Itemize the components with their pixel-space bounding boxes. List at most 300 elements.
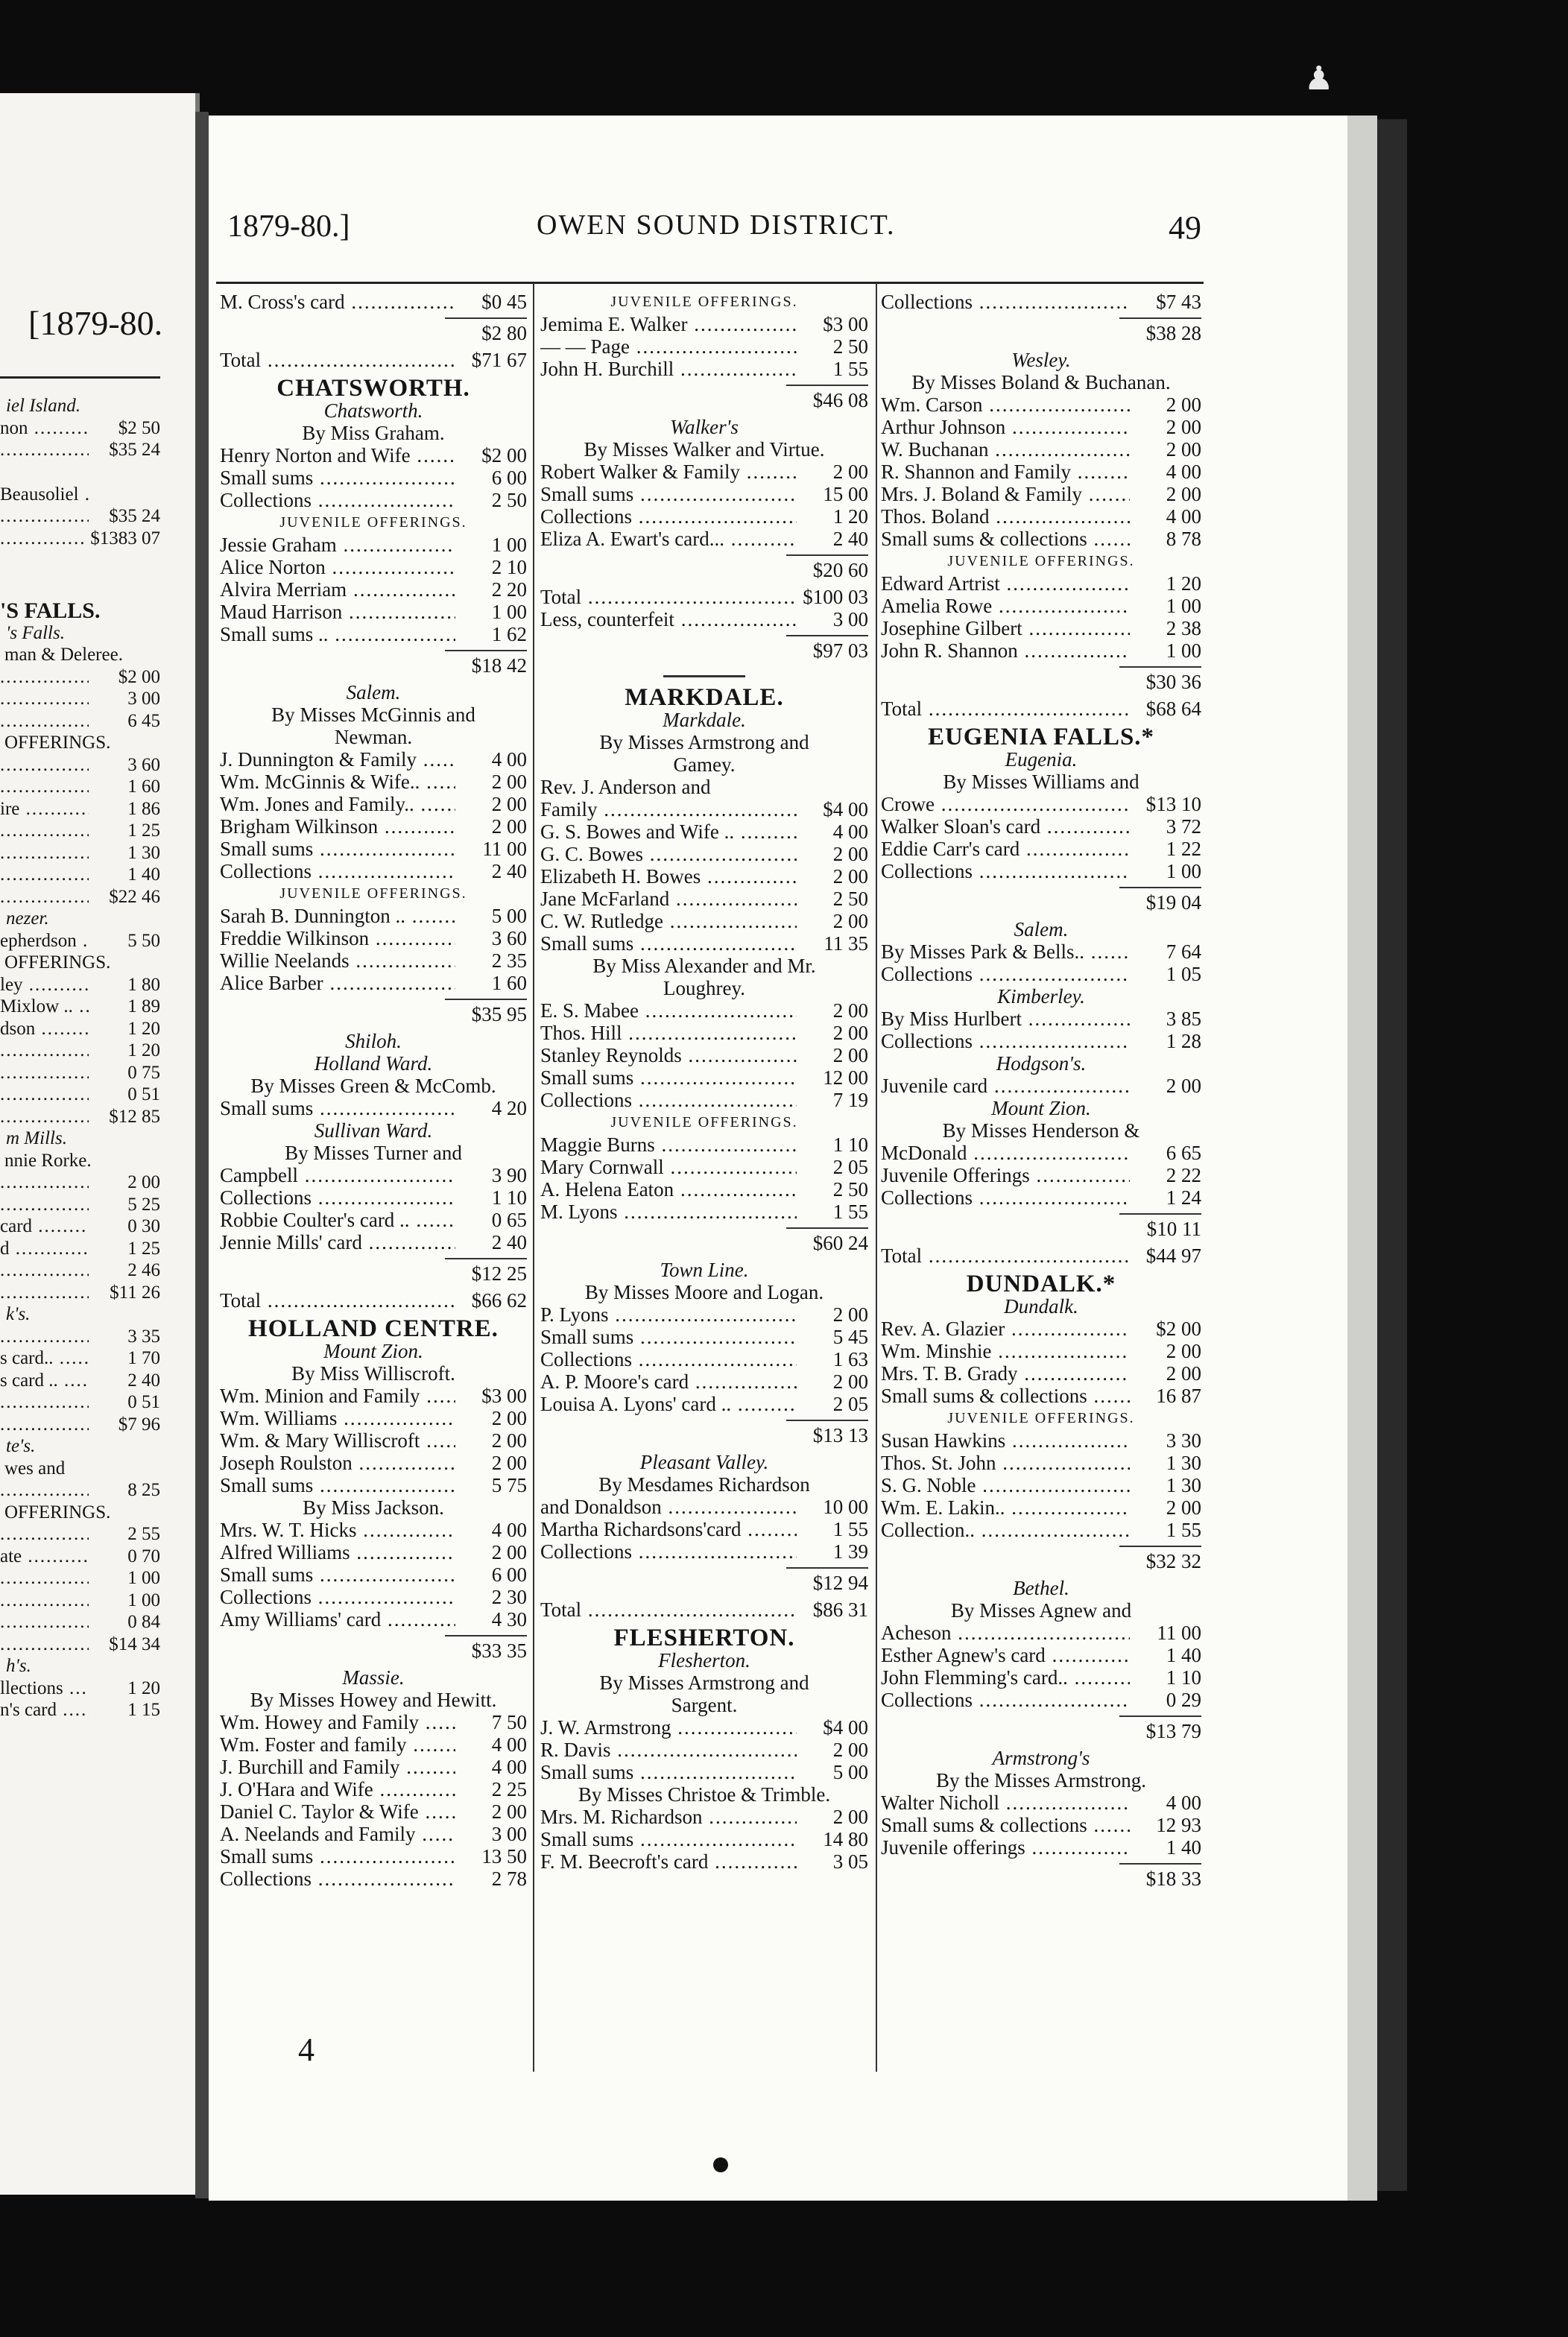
entry-row (540, 1089, 868, 1111)
entry-amount: 2 00 (832, 910, 868, 932)
subheading-juvenile: JUVENILE OFFERINGS. (610, 1114, 798, 1130)
entry-name: Collections ..... (220, 1868, 455, 1890)
collector-line: By Misses McGinnis and (271, 703, 475, 726)
subtotal-amount: $13 13 (786, 1420, 868, 1446)
previous-place-heading: h's. (6, 1656, 31, 1676)
previous-entry-row (0, 688, 160, 710)
subtotal-amount: $18 42 (445, 650, 527, 677)
entry-row (540, 1540, 868, 1563)
entry-name: Total ..... (220, 349, 455, 371)
entry-row (220, 489, 527, 511)
entry-name: Walker Sloan's card ..... (881, 815, 1130, 838)
entry-amount: 11 00 (1157, 1622, 1201, 1644)
entry-amount: $66 62 (471, 1289, 527, 1312)
entry-row (220, 1407, 527, 1429)
entry-name: Mrs. W. T. Hicks ..... (220, 1519, 455, 1541)
entry-name: J. Dunnington & Family ..... (220, 748, 455, 771)
entry-row (881, 1519, 1201, 1541)
previous-entry-row (0, 1590, 160, 1612)
entry-amount: 16 87 (1156, 1385, 1201, 1407)
entry-amount: 3 72 (1166, 815, 1201, 838)
previous-entry-row (0, 1106, 160, 1128)
previous-entry-row (0, 996, 160, 1018)
previous-entry-amount: 0 51 (127, 1084, 160, 1104)
previous-page-header: [1879-80. (28, 304, 163, 342)
entry-amount: 3 00 (832, 608, 868, 630)
entry-name: Small sums ..... (540, 483, 797, 505)
entry-name: Small sums ..... (540, 1761, 797, 1783)
collector-line: By the Misses Armstrong. (935, 1769, 1146, 1792)
entry-amount: 1 55 (832, 1518, 868, 1540)
entry-amount: 1 20 (1166, 572, 1201, 595)
entry-name: Juvenile card ..... (881, 1075, 1130, 1097)
subtotal-row (881, 1711, 1201, 1747)
entry-amount: 3 85 (1166, 1008, 1201, 1030)
entry-amount: 2 50 (832, 335, 868, 358)
entry-row (220, 949, 527, 972)
entry-name: Thos. Boland ..... (881, 505, 1130, 528)
previous-place-heading: k's. (6, 1304, 31, 1324)
entry-amount: 2 40 (832, 528, 868, 550)
entry-row (881, 1030, 1201, 1052)
previous-section-heading: 'S FALLS. (0, 598, 101, 623)
previous-entry-name (0, 1259, 89, 1282)
previous-entry-row (0, 1018, 160, 1040)
previous-entry-name: card ..... (0, 1215, 89, 1238)
previous-entry-name (0, 710, 89, 733)
subtotal-row (881, 1541, 1201, 1577)
previous-entry-amount: $11 26 (110, 1282, 160, 1303)
collector-line: By Misses Howey and Hewitt. (250, 1689, 497, 1711)
entry-name: Elizabeth H. Bowes ..... (540, 865, 797, 888)
previous-entry-name: ate ..... (0, 1546, 89, 1568)
entry-name: Jemima E. Walker ..... (540, 313, 797, 335)
collector-line: By Misses Armstrong and (599, 731, 809, 753)
entry-name: Daniel C. Taylor & Wife ..... (220, 1800, 455, 1823)
previous-entry-name (0, 886, 89, 908)
entry-name: By Miss Hurlbert ..... (881, 1008, 1130, 1030)
previous-page-rule (0, 376, 160, 379)
subtotal-row (220, 994, 527, 1030)
collector-line: By Misses Williams and (943, 771, 1139, 793)
entry-name: Esther Agnew's card ..... (881, 1644, 1130, 1666)
entry-row (881, 461, 1201, 483)
place-heading: Pleasant Valley. (639, 1451, 769, 1473)
entry-amount: 4 00 (491, 1756, 527, 1778)
page-edge (1347, 116, 1377, 2201)
place-heading: Salem. (346, 681, 401, 703)
entry-row (881, 1142, 1201, 1164)
entry-name: Collections ..... (881, 1186, 1130, 1209)
entry-name: Small sums ..... (220, 1563, 455, 1586)
previous-entry-name (0, 842, 89, 864)
entry-row (220, 1733, 527, 1756)
entry-row (220, 1868, 527, 1890)
entry-name: R. Shannon and Family ..... (881, 461, 1130, 483)
previous-entry-amount: 1 00 (127, 1590, 160, 1610)
entry-name: Henry Norton and Wife ..... (220, 444, 455, 467)
previous-entry-row (0, 1040, 160, 1062)
collector-line: By Misses Walker and Virtue. (584, 438, 825, 461)
entry-name: Less, counterfeit ..... (540, 608, 797, 630)
entry-amount: 6 00 (491, 1563, 527, 1586)
entry-amount: 3 05 (832, 1850, 868, 1873)
entry-row (220, 1186, 527, 1209)
entry-row (220, 1385, 527, 1407)
entry-amount: 1 55 (832, 358, 868, 380)
entry-name: Small sums ..... (220, 1097, 455, 1119)
header-rule (216, 282, 1204, 284)
entry-row (540, 505, 868, 528)
entry-name: Small sums ..... (540, 1326, 797, 1348)
entry-row (881, 838, 1201, 860)
previous-entry-name: Mixlow .. ..... (0, 996, 89, 1018)
signature-mark: 4 (298, 2031, 314, 2068)
place-heading: Dundalk. (1004, 1295, 1078, 1318)
previous-place-heading: m Mills. (6, 1128, 67, 1148)
subtotal-amount: $12 94 (786, 1567, 868, 1594)
binding (1377, 119, 1407, 2191)
entry-row (220, 815, 527, 838)
entry-amount: 2 00 (491, 1407, 527, 1429)
place-heading: Sullivan Ward. (314, 1119, 433, 1142)
previous-entry-amount: 5 50 (127, 930, 160, 951)
entry-name: Wm. McGinnis & Wife.. ..... (220, 771, 455, 793)
previous-entry-name (0, 754, 89, 777)
previous-entry-amount: 1 60 (127, 777, 160, 797)
entry-row (220, 1209, 527, 1231)
previous-entry-amount: 5 25 (127, 1194, 160, 1215)
previous-entry-name: s card.. ..... (0, 1347, 89, 1370)
previous-text: OFFERINGS. (4, 733, 111, 753)
entry-name: Small sums ..... (220, 838, 455, 860)
subtotal-row (220, 1631, 527, 1666)
entry-name: Collections ..... (540, 1540, 797, 1563)
collector-line: By Misses Henderson & (942, 1119, 1140, 1142)
entry-name: Total ..... (540, 1598, 797, 1621)
entry-row (220, 771, 527, 793)
entry-name: P. Lyons ..... (540, 1303, 797, 1326)
entry-name: Small sums & collections ..... (881, 1385, 1130, 1407)
entry-name: Collection.. ..... (881, 1519, 1130, 1541)
entry-name: Acheson ..... (881, 1622, 1130, 1644)
entry-amount: 2 00 (491, 1429, 527, 1452)
subtotal-amount: $19 04 (1119, 887, 1201, 914)
previous-entry-amount: 1 20 (127, 1040, 160, 1060)
entry-amount: 2 00 (832, 1370, 868, 1393)
entry-amount: 0 29 (1166, 1689, 1201, 1711)
entry-name: Collections ..... (220, 489, 455, 511)
entry-amount: 4 00 (491, 1519, 527, 1541)
entry-amount: 2 50 (832, 888, 868, 910)
entry-row (881, 1340, 1201, 1362)
entry-amount: 11 00 (482, 838, 527, 860)
entry-amount: 3 00 (491, 1823, 527, 1845)
entry-name: Amelia Rowe ..... (881, 595, 1130, 617)
entry-row (881, 1474, 1201, 1496)
previous-entry-name: Beausoliel ..... (0, 484, 89, 506)
entry-amount: 1 10 (491, 1186, 527, 1209)
entry-name: A. P. Moore's card ..... (540, 1370, 797, 1393)
previous-entry-row (0, 1391, 160, 1414)
previous-text: man & Deleree. (4, 645, 123, 665)
previous-entry-name (0, 1062, 89, 1084)
entry-row (881, 1792, 1201, 1814)
entry-name: Jennie Mills' card ..... (220, 1231, 455, 1253)
entry-row (540, 1370, 868, 1393)
previous-entry-row (0, 820, 160, 842)
entry-row (540, 1850, 868, 1873)
entry-row (540, 1828, 868, 1850)
subtotal-row (220, 645, 527, 681)
previous-entry-amount: $22 46 (109, 886, 160, 907)
entry-amount: 2 00 (1166, 483, 1201, 505)
entry-name: Mrs. M. Richardson ..... (540, 1806, 797, 1828)
entry-name: Small sums & collections ..... (881, 1814, 1130, 1836)
previous-entry-amount: 1 00 (127, 1568, 160, 1588)
place-heading: Mount Zion. (991, 1097, 1091, 1119)
entry-row (220, 1452, 527, 1474)
previous-entry-row (0, 1370, 160, 1392)
previous-entry-amount: 1 40 (127, 864, 160, 885)
previous-place-heading: nezer. (6, 908, 49, 929)
previous-entry-name (0, 1282, 89, 1304)
entry-amount: 2 00 (491, 771, 527, 793)
entry-name: R. Davis ..... (540, 1739, 797, 1761)
collector-line: By Misses Turner and (285, 1142, 462, 1164)
entry-name: Eddie Carr's card ..... (881, 838, 1130, 860)
entry-name: Small sums ..... (220, 1845, 455, 1868)
entry-row (220, 1429, 527, 1452)
entry-row (220, 291, 527, 313)
subtotal-row (881, 1859, 1201, 1894)
previous-entry-amount: 2 00 (127, 1172, 160, 1192)
entry-amount: 1 10 (832, 1133, 868, 1156)
entry-name: Joseph Roulston ..... (220, 1452, 455, 1474)
place-heading: Massie. (342, 1666, 405, 1689)
entry-name: Willie Neelands ..... (220, 949, 455, 972)
subtotal-row (881, 662, 1201, 698)
previous-entry-amount: $35 24 (109, 440, 160, 460)
previous-entry-name: dson ..... (0, 1018, 89, 1040)
previous-entry-name: llections ..... (0, 1677, 89, 1700)
entry-amount: 2 00 (832, 843, 868, 865)
entry-row (540, 1761, 868, 1783)
entry-name: Total ..... (881, 698, 1130, 720)
previous-entry-amount: $35 24 (109, 506, 160, 526)
previous-blank (0, 549, 160, 572)
entry-row (881, 393, 1201, 416)
entry-name: Wm. Jones and Family.. ..... (220, 793, 455, 815)
previous-entry-amount: $1383 07 (90, 528, 160, 548)
previous-entry-name (0, 1414, 89, 1436)
previous-text: wes and (4, 1458, 66, 1479)
entry-row (881, 528, 1201, 550)
entry-row (881, 698, 1201, 720)
entry-row (220, 927, 527, 949)
entry-amount: 1 00 (491, 534, 527, 556)
entry-amount: $3 00 (823, 313, 868, 335)
entry-name: A. Helena Eaton ..... (540, 1178, 797, 1201)
entry-row (540, 843, 868, 865)
entry-name: Small sums ..... (220, 1474, 455, 1496)
entry-row (220, 838, 527, 860)
previous-entry-row (0, 1414, 160, 1436)
previous-entry-amount: $14 34 (109, 1634, 160, 1654)
entry-amount: $2 00 (481, 444, 527, 467)
section-heading: DUNDALK.* (966, 1271, 1116, 1297)
entry-name: By Misses Park & Bells.. ..... (881, 940, 1130, 963)
entry-row (220, 1608, 527, 1631)
previous-entry-row (0, 842, 160, 864)
entry-name: John Flemming's card.. ..... (881, 1666, 1130, 1689)
entry-row (220, 349, 527, 371)
entry-amount: 1 62 (491, 623, 527, 645)
place-heading: Holland Ward. (314, 1052, 433, 1075)
subheading-juvenile: JUVENILE OFFERINGS. (279, 885, 467, 902)
entry-amount: 2 00 (491, 1541, 527, 1563)
entry-row (540, 932, 868, 955)
entry-row (540, 483, 868, 505)
collector-line: Gamey. (673, 753, 736, 776)
entry-row (220, 1519, 527, 1541)
entry-row (881, 1836, 1201, 1859)
entry-amount: $44 97 (1145, 1245, 1201, 1267)
entry-name: Freddie Wilkinson ..... (220, 927, 455, 949)
entry-row (220, 1823, 527, 1845)
entry-row (220, 601, 527, 623)
entry-row (881, 1496, 1201, 1519)
previous-entry-amount: $2 50 (118, 417, 160, 438)
book-gutter (195, 112, 209, 2198)
previous-entry-row (0, 439, 160, 461)
previous-entry-amount: 1 15 (127, 1700, 160, 1720)
previous-entry-name: s card .. ..... (0, 1370, 89, 1392)
entry-row (881, 483, 1201, 505)
previous-entry-amount: 1 30 (127, 842, 160, 863)
previous-entry-name (0, 1084, 89, 1106)
previous-place-heading: 's Falls. (6, 622, 65, 643)
entry-amount: 4 00 (832, 820, 868, 843)
subtotal-amount: $30 36 (1119, 666, 1201, 693)
entry-row (220, 905, 527, 927)
entry-amount: 0 65 (491, 1209, 527, 1231)
subtotal-amount: $18 33 (1119, 1863, 1201, 1890)
subtotal-row (220, 1253, 527, 1289)
entry-amount: 2 00 (491, 793, 527, 815)
subtotal-amount: $32 32 (1119, 1546, 1201, 1572)
entry-row (881, 1814, 1201, 1836)
entry-amount: 1 60 (491, 972, 527, 994)
entry-row (220, 972, 527, 994)
entry-row (881, 291, 1201, 313)
previous-entry-row (0, 417, 160, 440)
entry-name: A. Neelands and Family ..... (220, 1823, 455, 1845)
entry-row (540, 1178, 868, 1201)
entry-row (881, 1689, 1201, 1711)
entry-amount: 1 63 (832, 1348, 868, 1370)
collector-line: Newman. (334, 726, 413, 748)
collector-line: By Misses Green & McComb. (250, 1075, 496, 1097)
entry-amount: 8 78 (1166, 528, 1201, 550)
entry-row (881, 1644, 1201, 1666)
section-heading: FLESHERTON. (613, 1625, 795, 1651)
entry-amount: 3 90 (491, 1164, 527, 1186)
entry-amount: 2 00 (1166, 416, 1201, 438)
subtotal-amount: $38 28 (1119, 317, 1201, 344)
previous-entry-name (0, 505, 89, 528)
previous-entry-name (0, 1590, 89, 1612)
entry-row (220, 793, 527, 815)
entry-amount: $13 10 (1145, 793, 1201, 815)
entry-amount: 2 00 (832, 1022, 868, 1044)
place-heading: Armstrong's (992, 1747, 1090, 1769)
previous-entry-row (0, 1062, 160, 1084)
subtotal-amount: $35 95 (445, 999, 527, 1025)
previous-entry-row (0, 505, 160, 528)
previous-entry-row (0, 1546, 160, 1568)
entry-row (540, 358, 868, 380)
place-heading: Wesley. (1011, 349, 1071, 371)
previous-entry-row (0, 1084, 160, 1106)
previous-entry-amount: 0 51 (127, 1392, 160, 1412)
entry-row (881, 595, 1201, 617)
collector-line: By Misses Boland & Buchanan. (911, 371, 1171, 393)
entry-row (220, 1289, 527, 1312)
previous-entry-row (0, 1699, 160, 1721)
entry-name: Wm. Williams ..... (220, 1407, 455, 1429)
entry-row (540, 1716, 868, 1739)
entry-name: Collections ..... (540, 1089, 797, 1111)
entry-name: Robert Walker & Family ..... (540, 461, 797, 483)
entry-name: Rev. A. Glazier ..... (881, 1318, 1130, 1340)
previous-entry-name (0, 1391, 89, 1414)
section-rule (663, 675, 745, 677)
entry-name: Small sums ..... (220, 467, 455, 489)
previous-entry-name: n's card ..... (0, 1699, 89, 1721)
entry-name: Maud Harrison ..... (220, 601, 455, 623)
previous-blank (0, 461, 160, 484)
entry-name: Josephine Gilbert ..... (881, 617, 1130, 639)
subtotal-row (540, 1415, 868, 1451)
entry-name: Family ..... (540, 798, 797, 820)
collector-line: By Misses Moore and Logan. (584, 1281, 824, 1303)
entry-name: Alice Norton ..... (220, 556, 455, 578)
entry-name: Collections ..... (881, 291, 1130, 313)
entry-name: Juvenile Offerings ..... (881, 1164, 1130, 1186)
entry-row (540, 910, 868, 932)
entry-name: Mrs. J. Boland & Family ..... (881, 483, 1130, 505)
entry-name: W. Buchanan ..... (881, 438, 1130, 461)
entry-amount: 1 00 (491, 601, 527, 623)
entry-amount: 6 00 (491, 467, 527, 489)
previous-entry-name: non ..... (0, 417, 89, 440)
entry-name: McDonald ..... (881, 1142, 1130, 1164)
entry-name: Wm. & Mary Williscroft ..... (220, 1429, 455, 1452)
previous-entry-name (0, 666, 89, 689)
section-heading: MARKDALE. (625, 684, 784, 711)
entry-name: Thos. Hill ..... (540, 1022, 797, 1044)
place-heading: Shiloh. (345, 1030, 402, 1052)
entry-amount: 1 40 (1166, 1644, 1201, 1666)
subheading-juvenile: JUVENILE OFFERINGS. (947, 553, 1135, 569)
entry-amount: 4 00 (1166, 1792, 1201, 1814)
entry-row (881, 1164, 1201, 1186)
entry-name: Small sums ..... (540, 932, 797, 955)
previous-entry-row (0, 666, 160, 689)
subtotal-row (540, 380, 868, 416)
previous-entry-row (0, 1634, 160, 1656)
